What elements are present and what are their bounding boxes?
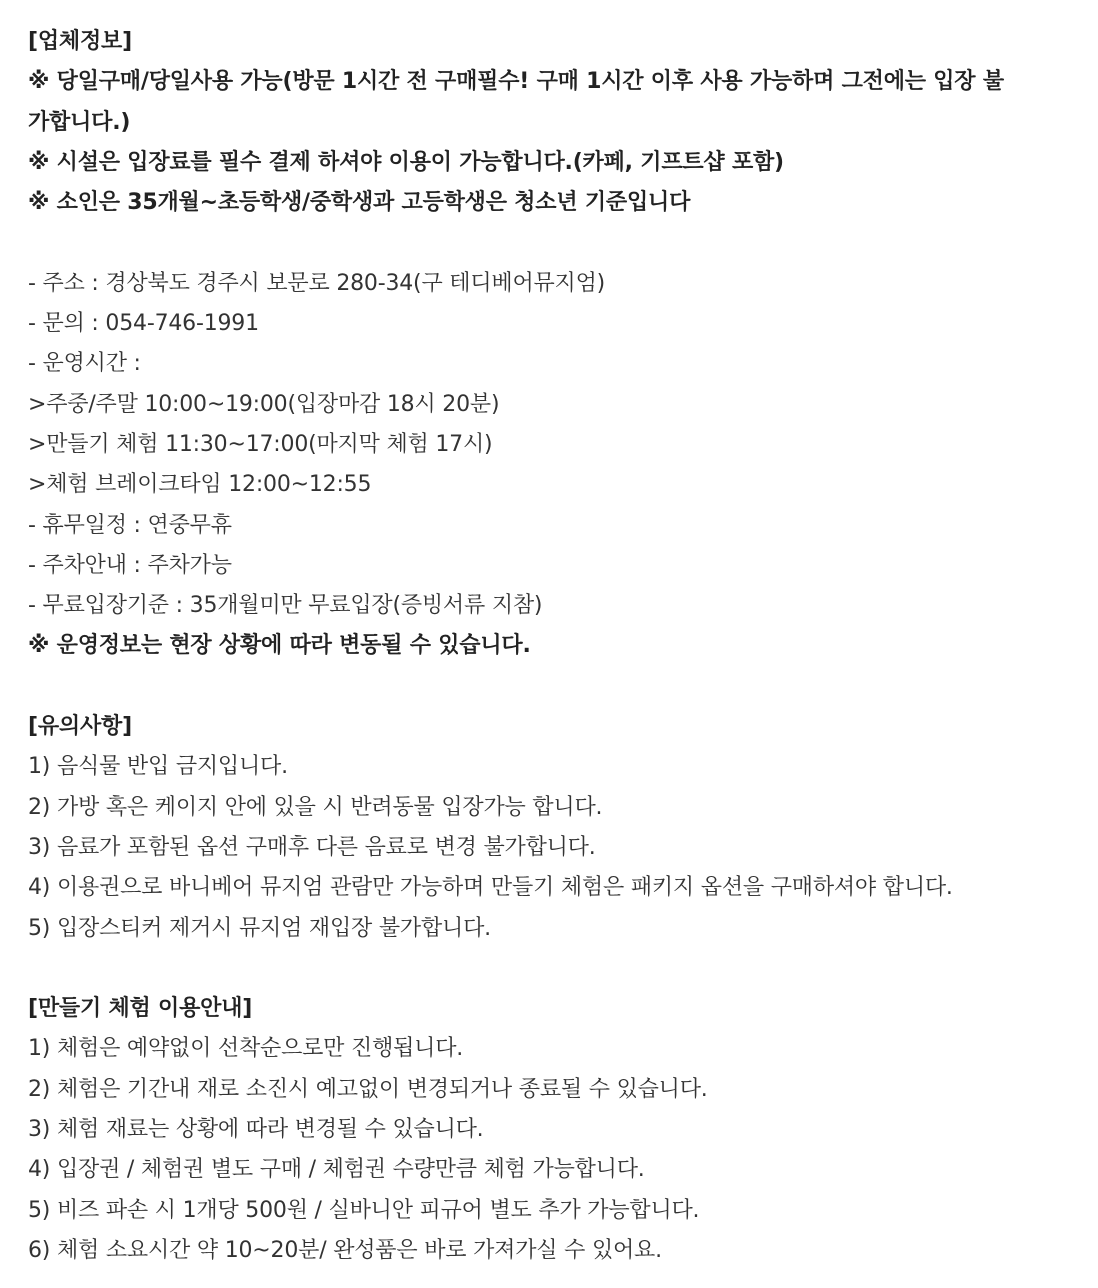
parking-line: - 주차안내 : 주차가능 <box>28 552 232 578</box>
notice-same-day-purchase: ※ 당일구매/당일사용 가능(방문 1시간 전 구매필수! 구매 1시간 이후 사용 가능하며 그전에는 입장 불 <box>28 69 1004 95</box>
hours-label: - 운영시간 : <box>28 351 141 377</box>
making-guide-item: 1) 체험은 예약없이 선착순으로만 진행됩니다. <box>28 1036 464 1062</box>
precaution-item: 5) 입장스티커 제거시 뮤지엄 재입장 불가합니다. <box>28 915 491 941</box>
contact-line: - 문의 : 054-746-1991 <box>28 311 259 337</box>
notice-admission-required: ※ 시설은 입장료를 필수 결제 하셔야 이용이 가능합니다.(카페, 기프트샵 포함) <box>28 149 784 175</box>
notice-same-day-purchase-cont: 가합니다.) <box>28 109 131 135</box>
making-guide-item: 3) 체험 재료는 상황에 따라 변경될 수 있습니다. <box>28 1117 484 1143</box>
company-info-heading: [업체정보] <box>28 29 132 54</box>
making-guide-item: 4) 입장권 / 체험권 별도 구매 / 체험권 수량만큼 체험 가능합니다. <box>28 1157 645 1183</box>
notice-info-may-change: ※ 운영정보는 현장 상황에 따라 변동될 수 있습니다. <box>28 633 531 659</box>
hours-break-time: >체험 브레이크타임 12:00~12:55 <box>28 472 372 498</box>
making-guide-item: 5) 비즈 파손 시 1개당 500원 / 실바니안 피규어 별도 추가 가능합니다. <box>28 1197 700 1223</box>
precaution-item: 2) 가방 혹은 케이지 안에 있을 시 반려동물 입장가능 합니다. <box>28 794 603 820</box>
spacer <box>28 667 1098 707</box>
spacer <box>28 949 1098 989</box>
making-guide-item: 6) 체험 소요시간 약 10~20분/ 완성품은 바로 가져가실 수 있어요. <box>28 1237 662 1263</box>
spacer <box>28 223 1098 263</box>
precautions-heading: [유의사항] <box>28 714 132 740</box>
precaution-item: 1) 음식물 반입 금지입니다. <box>28 754 288 780</box>
address-line: - 주소 : 경상북도 경주시 보문로 280-34(구 테디베어뮤지엄) <box>28 270 606 296</box>
making-guide-heading: [만들기 체험 이용안내] <box>28 996 253 1022</box>
closed-days-line: - 휴무일정 : 연중무휴 <box>28 512 232 538</box>
precaution-item: 4) 이용권으로 바니베어 뮤지엄 관람만 가능하며 만들기 체험은 패키지 옵션을 구매하셔야 합니다. <box>28 875 953 901</box>
precaution-item: 3) 음료가 포함된 옵션 구매후 다른 음료로 변경 불가합니다. <box>28 834 596 860</box>
notice-age-criteria: ※ 소인은 35개월~초등학생/중학생과 고등학생은 청소년 기준입니다 <box>28 190 691 216</box>
hours-making-experience: >만들기 체험 11:30~17:00(마지막 체험 17시) <box>28 431 493 457</box>
making-guide-item: 2) 체험은 기간내 재로 소진시 예고없이 변경되거나 종료될 수 있습니다. <box>28 1076 708 1102</box>
free-entry-line: - 무료입장기준 : 35개월미만 무료입장(증빙서류 지참) <box>28 593 543 619</box>
hours-weekday-weekend: >주중/주말 10:00~19:00(입장마감 18시 20분) <box>28 391 500 417</box>
